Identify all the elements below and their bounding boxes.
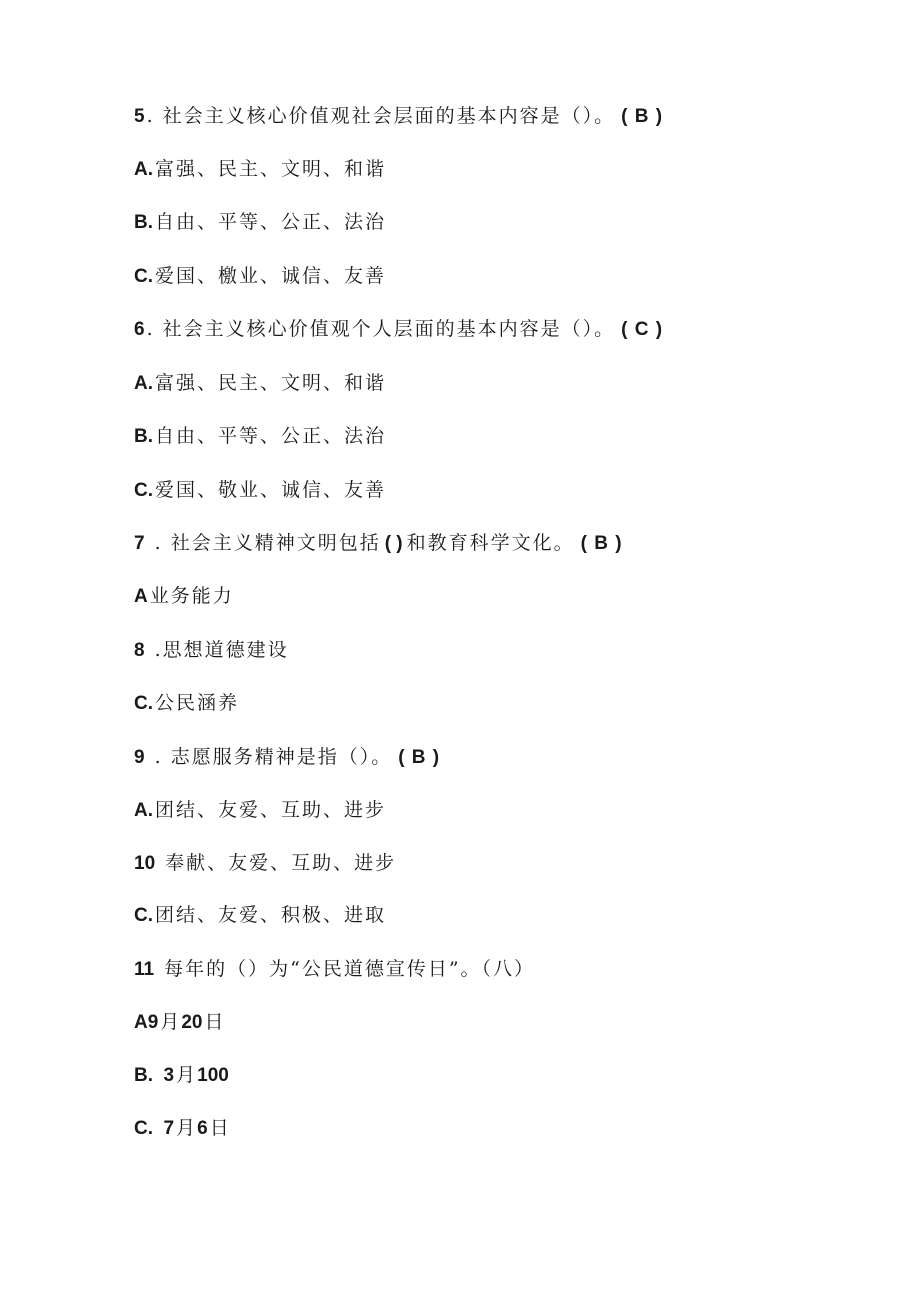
question-text: . 社会主义精神文明包括 [146, 532, 381, 554]
option-label: 8 [134, 640, 145, 661]
question-text: . 社会主义核心价值观个人层面的基本内容是（）。 [146, 318, 616, 340]
option-label: B. [134, 212, 153, 233]
question-text: 每年的（）为“公民道德宣传日”。（八） [156, 958, 536, 980]
option-label: C. [134, 480, 153, 501]
option-number: 20 [181, 1012, 203, 1033]
option-label: 10 [134, 853, 156, 874]
question-number: 6 [134, 319, 145, 340]
option-label: A. [134, 159, 153, 180]
option-a [134, 1006, 225, 1038]
option-text: 月 [176, 1117, 198, 1139]
option-a [134, 367, 386, 399]
option-text: .思想道德建设 [146, 639, 289, 661]
option-a [134, 794, 386, 826]
question-text: . 志愿服务精神是指（）。 [146, 746, 393, 768]
question-number: 9 [134, 747, 145, 768]
blank-parentheses: ( ) [384, 533, 403, 554]
option-label: C. [134, 266, 153, 287]
option-b [134, 1059, 231, 1091]
option-text: 爱国、檄业、诚信、友善 [155, 265, 387, 287]
question-number: 5 [134, 106, 145, 127]
question-7 [134, 527, 623, 559]
option-text-tail: 日 [209, 1117, 231, 1139]
option-text: 月 [160, 1011, 182, 1033]
answer-key: ( B ) [621, 106, 664, 127]
option-text: 自由、平等、公正、法治 [155, 211, 387, 233]
option-label: A. [134, 800, 153, 821]
question-11 [134, 953, 535, 985]
option-label: C. [134, 905, 153, 926]
question-6 [134, 313, 663, 345]
option-label: A. [134, 373, 153, 394]
option-b [134, 847, 396, 879]
option-text: 团结、友爱、积极、进取 [155, 904, 387, 926]
option-text: 奉献、友爱、互助、进步 [157, 852, 397, 874]
option-a [134, 153, 386, 185]
option-c [134, 1112, 231, 1144]
answer-key: ( B ) [398, 747, 441, 768]
option-c [134, 260, 386, 292]
option-label: C. [134, 693, 153, 714]
option-label: C. 7 [134, 1118, 175, 1139]
option-number: 100 [197, 1065, 229, 1086]
option-b [134, 206, 386, 238]
question-text: . 社会主义核心价值观社会层面的基本内容是（）。 [146, 105, 616, 127]
option-label: A [134, 586, 148, 607]
answer-key: ( C ) [621, 319, 664, 340]
option-text: 团结、友爱、互助、进步 [155, 799, 387, 821]
option-c [134, 474, 386, 506]
question-number: 7 [134, 533, 145, 554]
option-text: 富强、民主、文明、和谐 [155, 158, 387, 180]
option-label: B. 3 [134, 1065, 175, 1086]
option-text: 自由、平等、公正、法治 [155, 425, 387, 447]
option-c [134, 899, 386, 931]
option-label: A9 [134, 1012, 159, 1033]
question-5 [134, 100, 663, 132]
option-text: 富强、民主、文明、和谐 [155, 372, 387, 394]
option-text-tail: 日 [204, 1011, 226, 1033]
answer-key: ( B ) [580, 533, 623, 554]
option-text: 公民涵养 [155, 692, 240, 714]
question-text-tail: 和教育科学文化。 [406, 532, 575, 554]
option-number: 6 [197, 1118, 208, 1139]
option-label: B. [134, 426, 153, 447]
option-b [134, 634, 289, 666]
question-number: 11 [134, 959, 155, 980]
option-c [134, 687, 239, 719]
option-a [134, 580, 234, 612]
option-text: 月 [176, 1064, 198, 1086]
option-text: 爱国、敬业、诚信、友善 [155, 479, 387, 501]
question-9 [134, 741, 440, 773]
option-b [134, 420, 386, 452]
option-text: 业务能力 [149, 585, 234, 607]
